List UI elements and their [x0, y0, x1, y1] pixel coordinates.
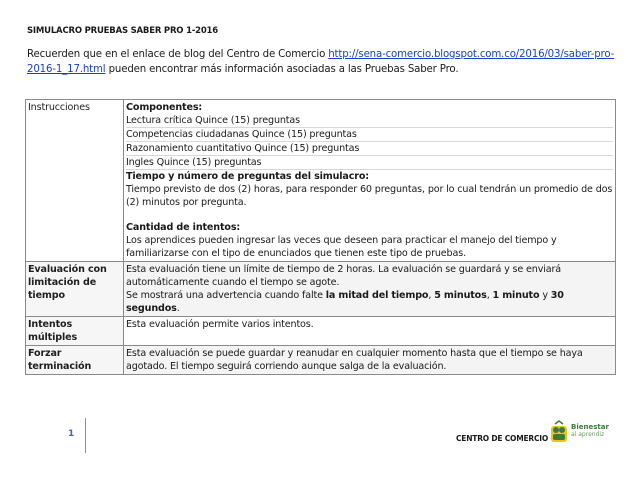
label-force-completion: Forzar terminación — [26, 346, 124, 375]
time-text: Tiempo previsto de dos (2) horas, para responder 60 preguntas, por lo cual tendrán un promedio de dos (2) minutos por pregunta. — [126, 184, 613, 208]
row-multiple-attempts — [26, 317, 616, 346]
warning-30-sec: 30 segundos — [126, 290, 564, 314]
logo-text-sub: al aprendiz — [571, 431, 605, 438]
content-multiple-attempts: Esta evaluación permite varios intentos. — [124, 317, 616, 346]
warning-sep: , — [428, 290, 435, 301]
warning-1-min: 1 minuto — [492, 290, 540, 301]
info-table — [25, 99, 616, 375]
time-limit-text: Esta evaluación tiene un límite de tiempo de 2 horas. La evaluación se guardará y se enviará automáticamente cuando el tiempo se agote. — [126, 264, 562, 288]
warning-sep: , — [486, 290, 493, 301]
blog-link[interactable]: http://sena-comercio.blogspot.com.co/2016/03/saber-pro-2016-1_17.html — [27, 49, 615, 75]
warning-5-min: 5 minutos — [434, 290, 487, 301]
component-item: Ingles Quince (15) preguntas — [126, 156, 613, 170]
page-number: 1 — [68, 429, 75, 439]
label-instructions: Instrucciones — [26, 100, 124, 262]
intro-text-before: Recuerden que en el enlace de blog del Centro de Comercio — [27, 49, 329, 60]
component-item: Razonamiento cuantitativo Quince (15) preguntas — [126, 142, 613, 156]
warning-end: . — [176, 303, 180, 314]
row-time-limit — [26, 262, 616, 317]
label-time-limit: Evaluación con limitación de tiempo — [26, 262, 124, 317]
logo-text-main: Bienestar — [571, 423, 609, 431]
warning-sep: y — [539, 290, 551, 301]
time-limit-warning — [126, 289, 613, 315]
component-item: Lectura crítica Quince (15) preguntas — [126, 114, 613, 128]
content-time-limit — [124, 262, 616, 317]
intro-text-after: pueden encontrar más información asociadas a las Pruebas Saber Pro. — [105, 64, 459, 75]
footer-divider — [85, 418, 86, 453]
row-force-completion — [26, 346, 616, 375]
attempts-text: Los aprendices pueden ingresar las veces que deseen para practicar el manejo del tiempo y familiarizarse con el tipo de enunciados que tienen este tipo de pruebas. — [126, 235, 557, 259]
time-header: Tiempo y número de preguntas del simulacro: — [126, 171, 369, 182]
attempts-header: Cantidad de intentos: — [126, 222, 241, 233]
footer-organization: CENTRO DE COMERCIO — [456, 434, 549, 443]
warning-half-time: la mitad del tiempo — [325, 290, 429, 301]
components-header: Componentes: — [126, 102, 203, 113]
spacer — [126, 209, 613, 221]
content-force-completion: Esta evaluación se puede guardar y reanudar en cualquier momento hasta que el tiempo se haya agotado. El tiempo seguirá corriendo aunque salga de la evaluación. — [124, 346, 616, 375]
document-title: SIMULACRO PRUEBAS SABER PRO 1-2016 — [27, 26, 218, 36]
label-multiple-attempts: Intentos múltiples — [26, 317, 124, 346]
bienestar-logo-icon — [549, 420, 569, 444]
row-instructions — [26, 100, 616, 262]
warning-text: Se mostrará una advertencia cuando falte — [126, 290, 326, 301]
content-instructions — [124, 100, 616, 262]
component-item: Competencias ciudadanas Quince (15) preguntas — [126, 128, 613, 142]
intro-paragraph — [27, 47, 617, 77]
